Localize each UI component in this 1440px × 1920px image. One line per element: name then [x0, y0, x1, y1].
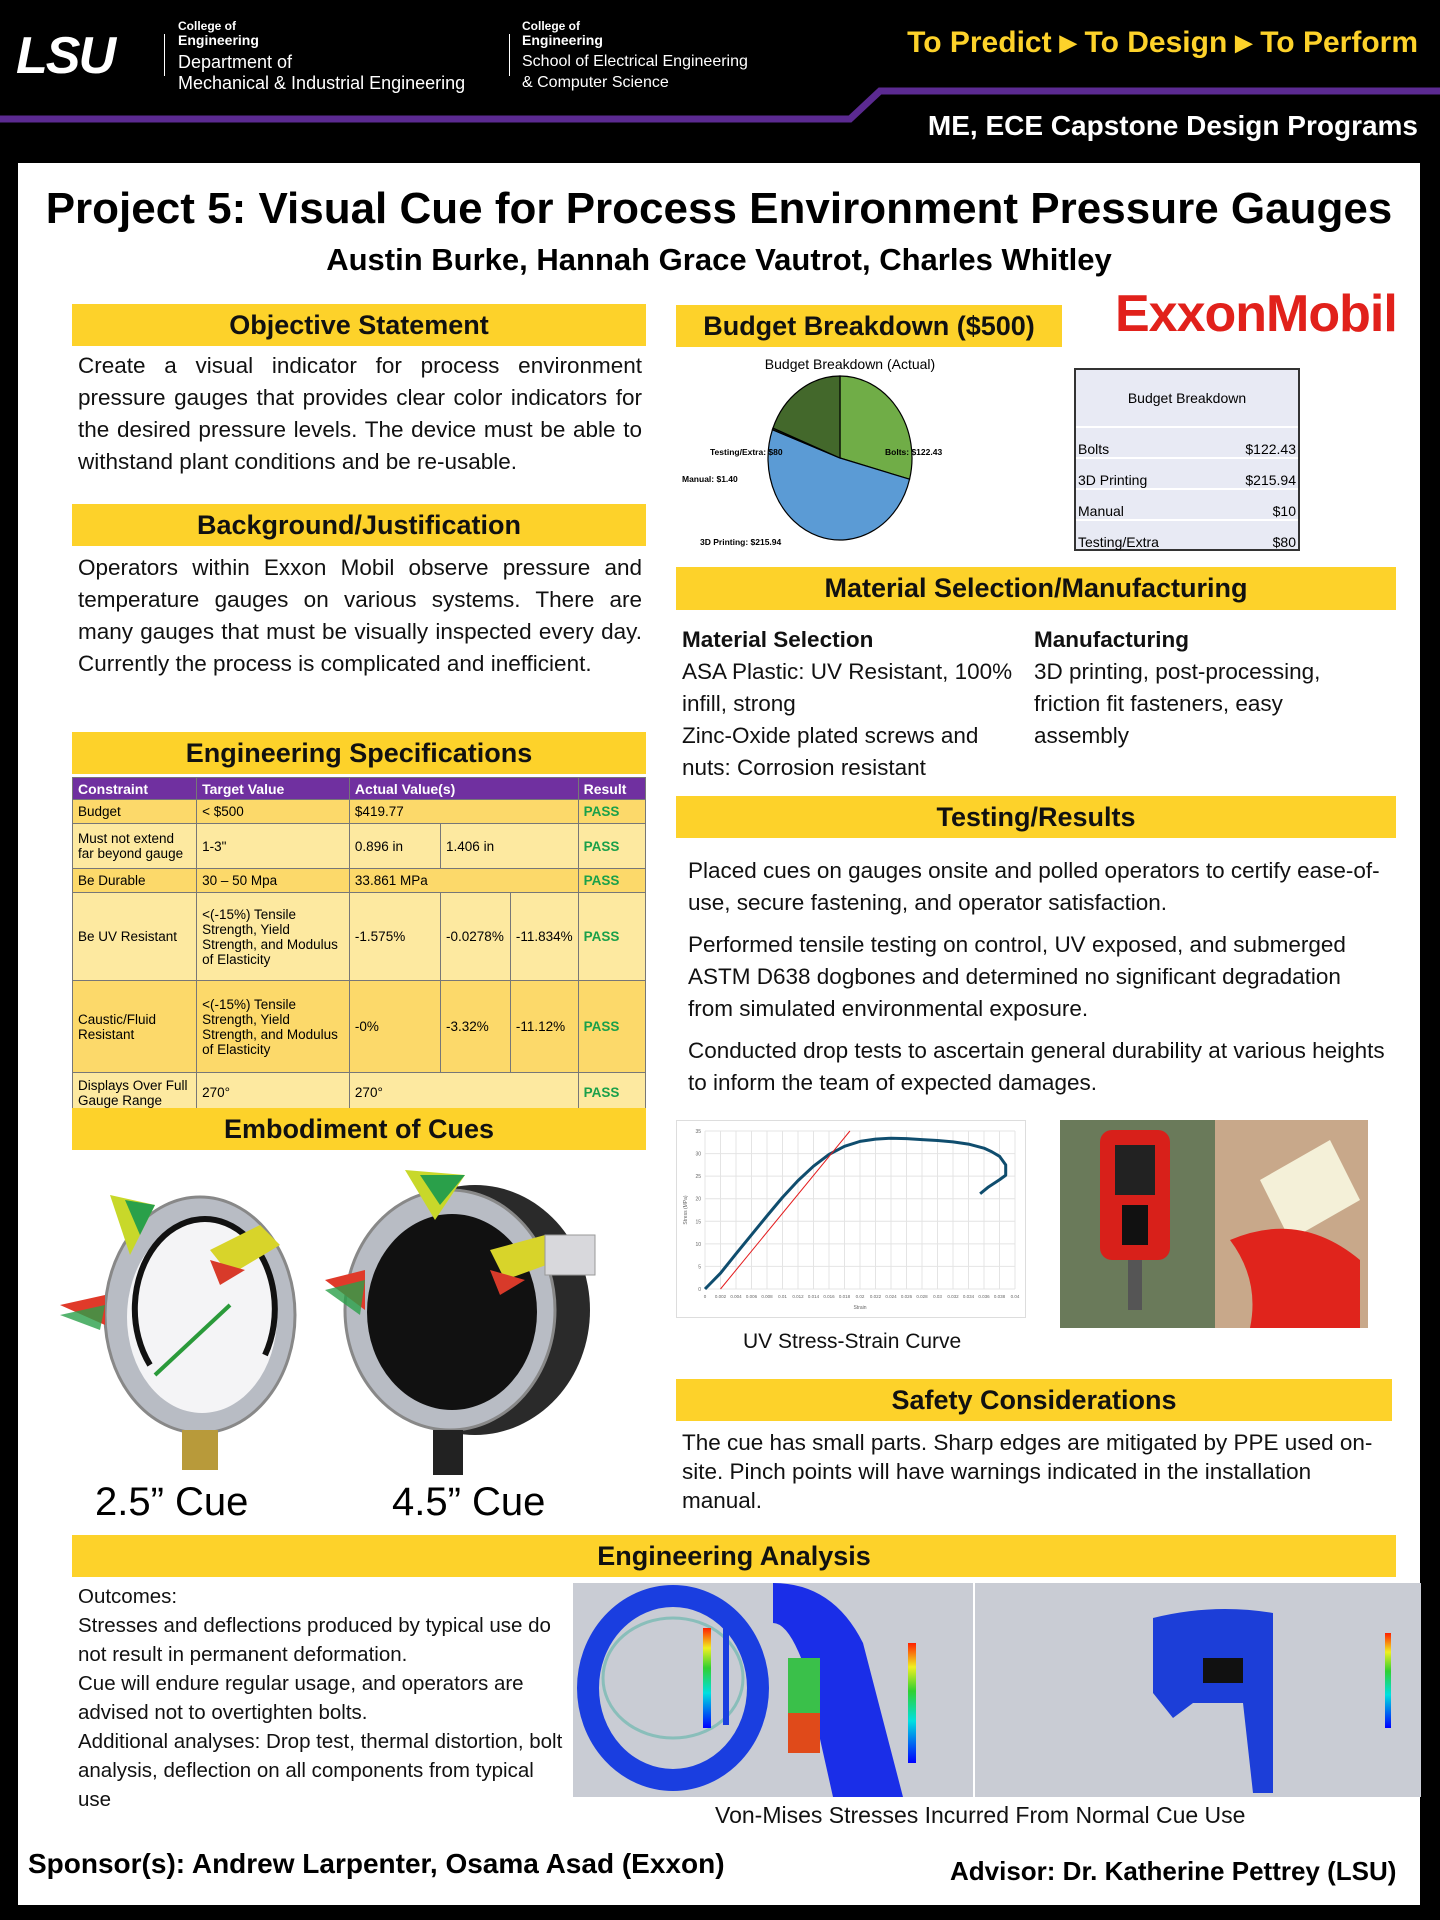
material-heading: Material Selection/Manufacturing	[676, 567, 1396, 610]
pie-data-label: Testing/Extra: $80	[710, 447, 783, 457]
x-tick-label: 0.014	[807, 1294, 820, 1299]
budget-heading: Budget Breakdown ($500)	[676, 305, 1062, 347]
tagline-item: To Design	[1084, 26, 1228, 59]
cell: -11.12%	[510, 981, 578, 1073]
material-line: ASA Plastic: UV Resistant, 100% infill, strong	[682, 659, 1013, 716]
project-title: Project 5: Visual Cue for Process Environment Pressure Gauges	[45, 184, 1393, 233]
specs-table	[72, 777, 646, 1108]
cell: Be UV Resistant	[73, 893, 197, 981]
cell: 0.896 in	[349, 824, 440, 869]
cell: <(-15%) Tensile Strength, Yield Strength, and Modulus of Elasticity	[197, 981, 350, 1073]
department-name: Mechanical & Industrial Engineering	[178, 73, 466, 94]
analysis-text	[78, 1582, 568, 1814]
background-text: Operators within Exxon Mobil observe pressure and temperature gauges on various systems. There are many gauges that must be visually inspected every day. Currently the process is complicated and inefficient.	[78, 555, 642, 676]
table-row	[73, 800, 646, 824]
result-badge: PASS	[578, 981, 645, 1073]
pie-data-label: Manual: $1.40	[682, 474, 738, 484]
college-label: Engineering	[178, 32, 259, 49]
material-line: Zinc-Oxide plated screws and nuts: Corrosion resistant	[682, 723, 979, 780]
item: Testing/Extra	[1078, 534, 1159, 550]
department-name: School of Electrical Engineering	[522, 52, 748, 70]
department-name: & Computer Science	[522, 74, 669, 92]
cell: Be Durable	[73, 869, 197, 893]
y-axis-label: Stress (MPa)	[683, 1195, 689, 1225]
cost: $80	[1272, 534, 1296, 550]
embodiment-heading: Embodiment of Cues	[72, 1108, 646, 1150]
cell: 33.861 MPa	[349, 869, 578, 893]
x-tick-label: 0.032	[947, 1294, 959, 1299]
col-header: Target Value	[197, 778, 350, 800]
analysis-line: Stresses and deflections produced by typical use do not result in permanent deformation.	[78, 1614, 551, 1666]
x-tick-label: 0.02	[855, 1294, 865, 1299]
item: Manual	[1078, 503, 1124, 519]
cell: < $500	[197, 800, 350, 824]
pie-data-label: 3D Printing: $215.94	[700, 537, 782, 547]
testing-heading: Testing/Results	[676, 796, 1396, 838]
pie-data-label: Bolts: $122.43	[885, 447, 943, 457]
manufacturing	[1034, 624, 1344, 752]
y-tick-label: 0	[698, 1287, 701, 1293]
col-header: Actual Value(s)	[349, 778, 578, 800]
specs-heading: Engineering Specifications	[72, 732, 646, 774]
material-selection-title: Material Selection	[682, 627, 874, 652]
analysis-line: Cue will endure regular usage, and operators are advised not to overtighten bolts.	[78, 1672, 524, 1724]
sponsor-line: Sponsor(s): Andrew Larpenter, Osama Asad (Exxon)	[28, 1848, 725, 1879]
item: 3D Printing	[1078, 472, 1148, 488]
cell: $419.77	[349, 800, 578, 824]
testing-paragraph: Placed cues on gauges onsite and polled operators to certify ease-of-use, secure fastening, and operator satisfaction.	[688, 858, 1380, 915]
result-badge: PASS	[578, 800, 645, 824]
cell: -0%	[349, 981, 440, 1073]
result-badge: PASS	[578, 869, 645, 893]
tagline	[907, 26, 1418, 60]
testing-photo	[1060, 1120, 1368, 1328]
cell: 270°	[197, 1073, 350, 1113]
cell: 1-3"	[197, 824, 350, 869]
table-row	[73, 981, 646, 1073]
x-tick-label: 0.008	[761, 1294, 773, 1299]
x-tick-label: 0.024	[885, 1294, 897, 1299]
x-tick-label: 0.026	[900, 1294, 913, 1299]
x-tick-label: 0.036	[978, 1294, 990, 1299]
y-tick-label: 15	[695, 1219, 701, 1226]
cell: -1.575%	[349, 893, 440, 981]
x-tick-label: 0.018	[838, 1294, 851, 1299]
y-tick-label: 30	[695, 1151, 701, 1158]
table-row	[73, 869, 646, 893]
cell: 270°	[349, 1073, 578, 1113]
fea-images	[573, 1583, 1421, 1797]
table-row	[73, 893, 646, 981]
x-tick-label: 0.04	[1010, 1294, 1020, 1299]
program-name: ME, ECE Capstone Design Programs	[927, 110, 1418, 141]
y-tick-label: 35	[695, 1129, 701, 1135]
x-tick-label: 0.006	[745, 1294, 758, 1299]
exxonmobil-logo: ExxonMobil	[1115, 285, 1397, 343]
cue-label: 4.5” Cue	[392, 1480, 546, 1524]
stress-strain-chart	[676, 1120, 1026, 1318]
arrow-right-icon: ▶	[1059, 30, 1077, 55]
cell: Must not extend far beyond gauge	[73, 824, 197, 869]
tagline-item: To Perform	[1260, 26, 1418, 59]
cue-label: 2.5” Cue	[95, 1480, 249, 1524]
x-tick-label: 0.028	[916, 1294, 928, 1299]
analysis-line: Outcomes:	[78, 1585, 178, 1608]
cell: 1.406 in	[441, 824, 579, 869]
chart-caption: UV Stress-Strain Curve	[743, 1330, 962, 1353]
budget-table-title: Budget Breakdown	[1127, 390, 1247, 406]
analysis-heading: Engineering Analysis	[72, 1535, 1396, 1577]
department-name: Department of	[178, 51, 293, 72]
cell: 30 – 50 Mpa	[197, 869, 350, 893]
y-tick-label: 20	[695, 1196, 701, 1203]
y-tick-label: 5	[698, 1264, 701, 1271]
cell: <(-15%) Tensile Strength, Yield Strength, and Modulus of Elasticity	[197, 893, 350, 981]
result-badge: PASS	[578, 824, 645, 869]
budget-pie-chart	[680, 370, 1000, 560]
cost: $215.94	[1245, 472, 1296, 488]
table-row	[1076, 426, 1298, 457]
x-axis-label: Strain	[853, 1305, 867, 1311]
col-header: Constraint	[73, 778, 197, 800]
manufacturing-text: 3D printing, post-processing, friction fit fasteners, easy assembly	[1034, 659, 1321, 748]
table-row	[73, 1073, 646, 1113]
objective-text: Create a visual indicator for process environment pressure gauges that provides clear color indicators for the desired pressure levels. The device must be able to withstand plant conditions and be re-usable.	[78, 353, 642, 474]
x-tick-label: 0.016	[823, 1294, 835, 1299]
college-label: College of	[178, 19, 237, 33]
table-row	[73, 824, 646, 869]
cost: $122.43	[1245, 441, 1296, 457]
fea-caption: Von-Mises Stresses Incurred From Normal Cue Use	[715, 1802, 1246, 1828]
arrow-right-icon: ▶	[1235, 30, 1253, 55]
x-tick-label: 0.038	[993, 1294, 1006, 1299]
x-tick-label: 0.012	[792, 1294, 804, 1299]
manufacturing-title: Manufacturing	[1034, 627, 1189, 652]
authors: Austin Burke, Hannah Grace Vautrot, Charles Whitley	[326, 242, 1112, 277]
y-tick-label: 25	[695, 1174, 701, 1181]
budget-table	[1074, 368, 1300, 551]
college-label: College of	[522, 19, 581, 33]
testing-paragraph: Conducted drop tests to ascertain general durability at various heights to inform the team of expected damages.	[688, 1038, 1385, 1095]
college-label: Engineering	[522, 32, 603, 49]
analysis-line: Additional analyses: Drop test, thermal distortion, bolt analysis, deflection on all components from typical use	[78, 1730, 563, 1811]
advisor-line: Advisor: Dr. Katherine Pettrey (LSU)	[950, 1856, 1397, 1886]
result-badge: PASS	[578, 1073, 645, 1113]
cell: Caustic/Fluid Resistant	[73, 981, 197, 1073]
result-badge: PASS	[578, 893, 645, 981]
cost: $10	[1272, 503, 1296, 519]
safety-text: The cue has small parts. Sharp edges are mitigated by PPE used on-site. Pinch points will have warnings indicated in the installation manual.	[682, 1430, 1373, 1513]
x-tick-label: 0.03	[933, 1294, 942, 1299]
cell: -0.0278%	[441, 893, 511, 981]
table-row	[1076, 519, 1298, 550]
cell: Displays Over Full Gauge Range	[73, 1073, 197, 1113]
x-tick-label: 0.022	[869, 1294, 882, 1299]
background-heading: Background/Justification	[72, 504, 646, 546]
x-tick-label: 0	[703, 1294, 707, 1299]
testing-text	[688, 855, 1388, 1099]
testing-paragraph: Performed tensile testing on control, UV exposed, and submerged ASTM D638 dogbones and determined no significant degradation from simulated environmental exposure.	[688, 932, 1346, 1021]
y-tick-label: 10	[695, 1241, 701, 1248]
material-selection	[682, 624, 1027, 784]
objective-heading: Objective Statement	[72, 304, 646, 346]
cell: -11.834%	[510, 893, 578, 981]
col-header: Result	[578, 778, 645, 800]
cue-4-5-render	[325, 1160, 605, 1480]
safety-heading: Safety Considerations	[676, 1379, 1392, 1421]
x-tick-label: 0.034	[962, 1294, 975, 1299]
x-tick-label: 0.004	[730, 1294, 742, 1299]
x-tick-label: 0.002	[714, 1294, 727, 1299]
offset-line	[721, 1131, 850, 1289]
table-row	[1076, 488, 1298, 519]
tagline-item: To Predict	[907, 26, 1052, 59]
x-tick-label: 0.01	[778, 1294, 787, 1299]
lsu-logo: LSU	[16, 27, 114, 85]
cue-2-5-render	[60, 1165, 320, 1475]
table-row	[1076, 457, 1298, 488]
cell: -3.32%	[441, 981, 511, 1073]
pie-chart-title: Budget Breakdown (Actual)	[764, 356, 936, 372]
header	[0, 0, 1440, 163]
cell: Budget	[73, 800, 197, 824]
item: Bolts	[1078, 441, 1110, 457]
